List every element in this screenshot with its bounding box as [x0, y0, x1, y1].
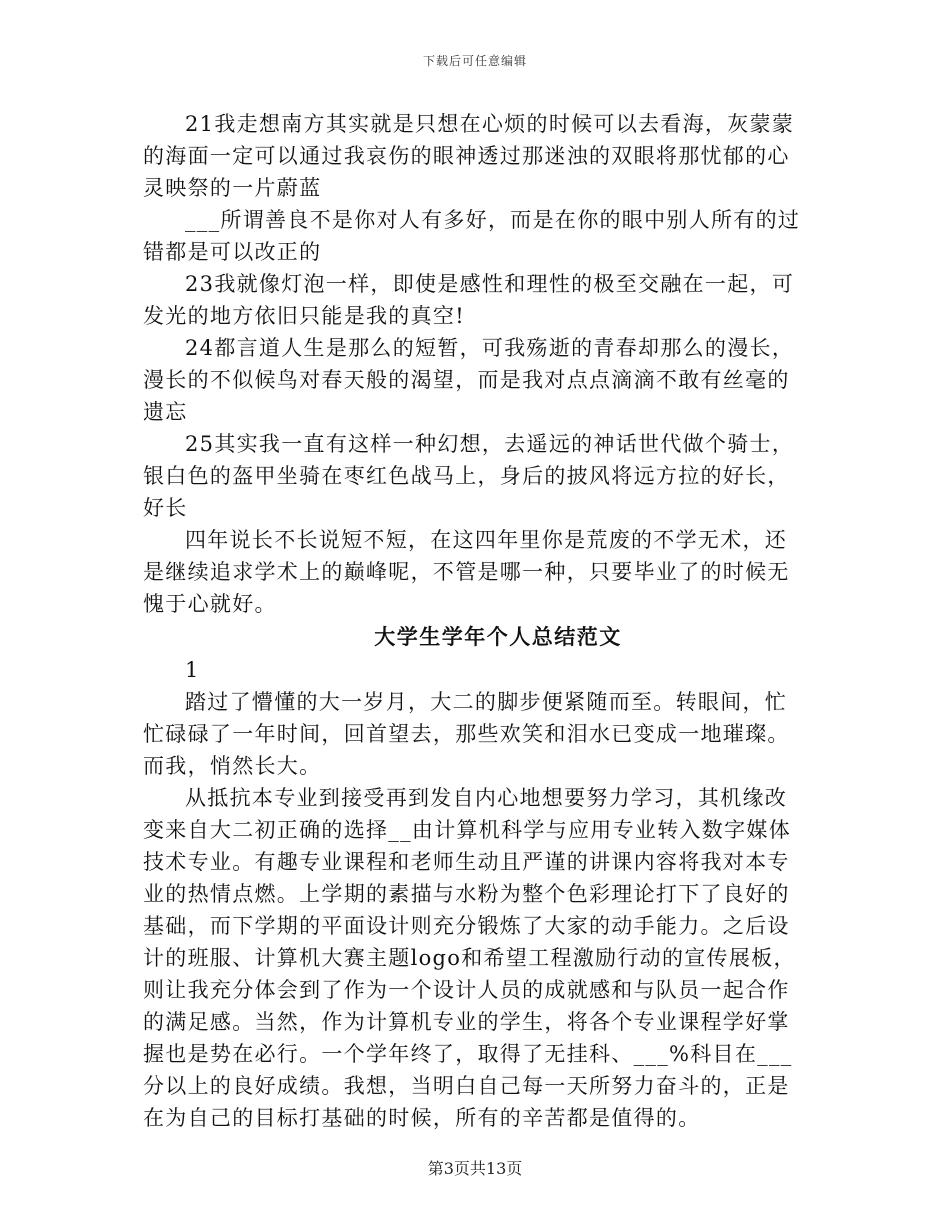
paragraph-22: ___所谓善良不是你对人有多好，而是在你的眼中别人所有的过错都是可以改正的 — [143, 208, 801, 264]
section-title: 大学生学年个人总结范文 — [374, 624, 622, 649]
paragraph-24: 24都言道人生是那么的短暂，可我殇逝的青春却那么的漫长，漫长的不似候鸟对春天般的渴望，而是我对点点滴滴不敢有丝毫的遗忘 — [143, 336, 795, 424]
paragraph-23: 23我就像灯泡一样，即使是感性和理性的极至交融在一起，可发光的地方依旧只能是我的真空! — [143, 272, 795, 328]
paragraph-summary-intro: 踏过了懵懂的大一岁月，大二的脚步便紧随而至。转眼间，忙忙碌碌了一年时间，回首望去，那些欢笑和泪水已变成一地璀璨。而我，悄然长大。 — [143, 690, 790, 778]
page-footer: 第3页共13页 — [427, 1159, 523, 1178]
section-number: 1 — [185, 658, 199, 682]
paragraph-21: 21我走想南方其实就是只想在心烦的时候可以去看海，灰蒙蒙的海面一定可以通过我哀伤的眼神透过那迷浊的双眼将那忧郁的心灵映祭的一片蔚蓝 — [143, 112, 795, 200]
paragraph-25: 25其实我一直有这样一种幻想，去遥远的神话世代做个骑士，银白色的盔甲坐骑在枣红色战马上，身后的披风将远方拉的好长，好长 — [143, 432, 795, 520]
paragraph-summary-study: 从抵抗本专业到接受再到发自内心地想要努力学习，其机缘改变来自大二初正确的选择__由计算机科学与应用专业转入数字媒体技术专业。有趣专业课程和老师生动且严谨的讲课内容将我对本专业的热情点燃。上学期的素描与水粉为整个色彩理论打下了良好的基础，而下学期的平面设计则充分锻炼了大家的动手能力。之后设计的班服、计算机大赛主题logo和希望工程激励行动的宣传展板，则让我充分体会到了作为一个设计人员的成就感和与队员一起合作的满足感。当然，作为计算机专业的学生，将各个专业课程学好掌握也是势在必行。一个学年终了，取得了无挂科、___%科目在___分以上的良好成绩。我想，当明白自己每一天所努力奋斗的，正是在为自己的目标打基础的时候，所有的辛苦都是值得的。 — [143, 786, 796, 1130]
page-header: 下载后可任意编辑 — [422, 54, 527, 68]
document-body — [143, 108, 803, 1134]
paragraph-four-years: 四年说长不长说短不短，在这四年里你是荒废的不学无术，还是继续追求学术上的巅峰呢，不管是哪一种，只要毕业了的时候无愧于心就好。 — [143, 528, 790, 616]
